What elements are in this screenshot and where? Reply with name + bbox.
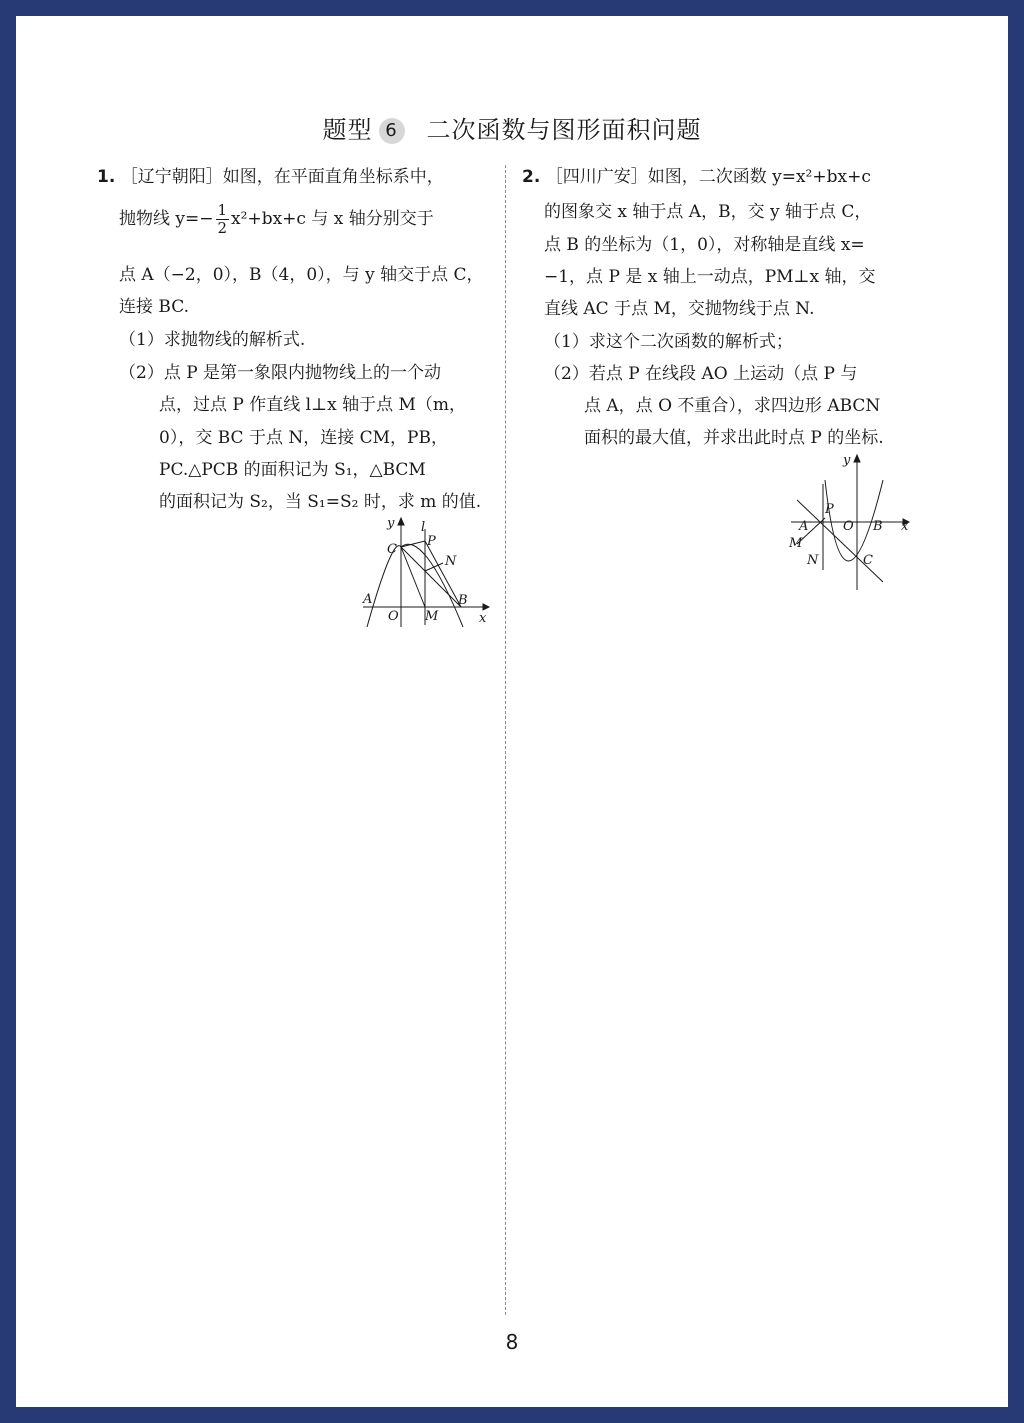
problem-1-formula-line <box>119 202 434 237</box>
label-p: P <box>825 502 834 517</box>
topic-title: 二次函数与图形面积问题 <box>426 116 702 144</box>
label-a: A <box>363 592 373 607</box>
label-b: B <box>458 593 468 608</box>
problem-2-figure <box>785 452 915 592</box>
problem-1-part-2-line-4: PC.△PCB 的面积记为 S₁，△BCM <box>159 460 426 480</box>
segment-pc <box>401 541 425 547</box>
page-title <box>0 110 1024 145</box>
problem-2-part-2-line-3: 面积的最大值，并求出此时点 P 的坐标. <box>584 428 884 448</box>
problem-1-part-2-line-2: 点，过点 P 作直线 l⊥x 轴于点 M（m， <box>159 395 466 415</box>
problem-2-line-1: ［四川广安］如图，二次函数 y=x²+bx+c <box>545 167 871 187</box>
line-ac <box>797 500 883 582</box>
label-a: A <box>799 519 809 534</box>
label-c: C <box>387 542 397 557</box>
problem-1-part-2-line-3: 0），交 BC 于点 N，连接 CM，PB， <box>159 428 448 448</box>
problem-1-line-4: 连接 BC. <box>119 297 190 317</box>
problem-1-part-2-line-5: 的面积记为 S₂，当 S₁=S₂ 时，求 m 的值. <box>159 492 482 512</box>
label-m: M <box>425 609 439 624</box>
problem-2-part-1: （1）求这个二次函数的解析式； <box>544 332 793 352</box>
label-o: O <box>843 519 854 534</box>
label-x: x <box>479 611 487 626</box>
problem-1-part-2-line-1: （2）点 P 是第一象限内抛物线上的一个动 <box>119 363 442 383</box>
label-y: y <box>843 453 851 468</box>
page-number: 8 <box>505 1330 519 1354</box>
problem-2-number: 2. <box>522 167 541 187</box>
y-axis-arrow <box>398 518 404 525</box>
problem-1-line-2: 与 x 轴分别交于 <box>311 209 434 229</box>
segment-pb <box>425 541 461 607</box>
label-b: B <box>873 519 883 534</box>
problem-2-part-2-line-1: （2）若点 P 在线段 AO 上运动（点 P 与 <box>544 364 858 384</box>
formula-prefix: 抛物线 y=− <box>119 209 214 229</box>
label-c: C <box>863 553 873 568</box>
problem-1-number: 1. <box>97 167 116 187</box>
problem-1-figure <box>355 515 495 635</box>
problem-2-line-4: −1，点 P 是 x 轴上一动点，PM⊥x 轴，交 <box>544 267 876 287</box>
problem-2-line-3: 点 B 的坐标为（1，0），对称轴是直线 x= <box>544 235 865 255</box>
problem-2-line-5: 直线 AC 于点 M，交抛物线于点 N. <box>544 299 815 319</box>
segment-cm <box>401 547 425 607</box>
label-x: x <box>901 519 909 534</box>
fraction-denominator: 2 <box>217 219 228 237</box>
fraction-numerator: 1 <box>217 201 228 219</box>
problem-2-part-2-line-2: 点 A，点 O 不重合），求四边形 ABCN <box>584 396 881 416</box>
problem-1-line-1: ［辽宁朝阳］如图，在平面直角坐标系中， <box>120 167 444 187</box>
label-m: M <box>789 536 803 551</box>
label-n: N <box>445 554 457 569</box>
x-axis-arrow <box>483 604 489 610</box>
y-axis-arrow <box>854 455 860 462</box>
formula-fraction <box>216 202 230 237</box>
label-o: O <box>388 609 399 624</box>
label-p: P <box>427 534 436 549</box>
label-l: l <box>421 520 426 535</box>
problem-1-line-3: 点 A（−2，0），B（4，0），与 y 轴交于点 C， <box>119 265 484 285</box>
topic-label: 题型 <box>322 116 373 144</box>
label-n: N <box>807 553 819 568</box>
problem-2-line-2: 的图象交 x 轴于点 A，B，交 y 轴于点 C， <box>544 202 872 222</box>
topic-number-badge: 6 <box>379 118 405 144</box>
formula-suffix: x²+bx+c <box>231 209 306 229</box>
problem-1-part-1: （1）求抛物线的解析式. <box>119 330 306 350</box>
column-divider <box>505 165 506 1315</box>
label-y: y <box>387 516 395 531</box>
